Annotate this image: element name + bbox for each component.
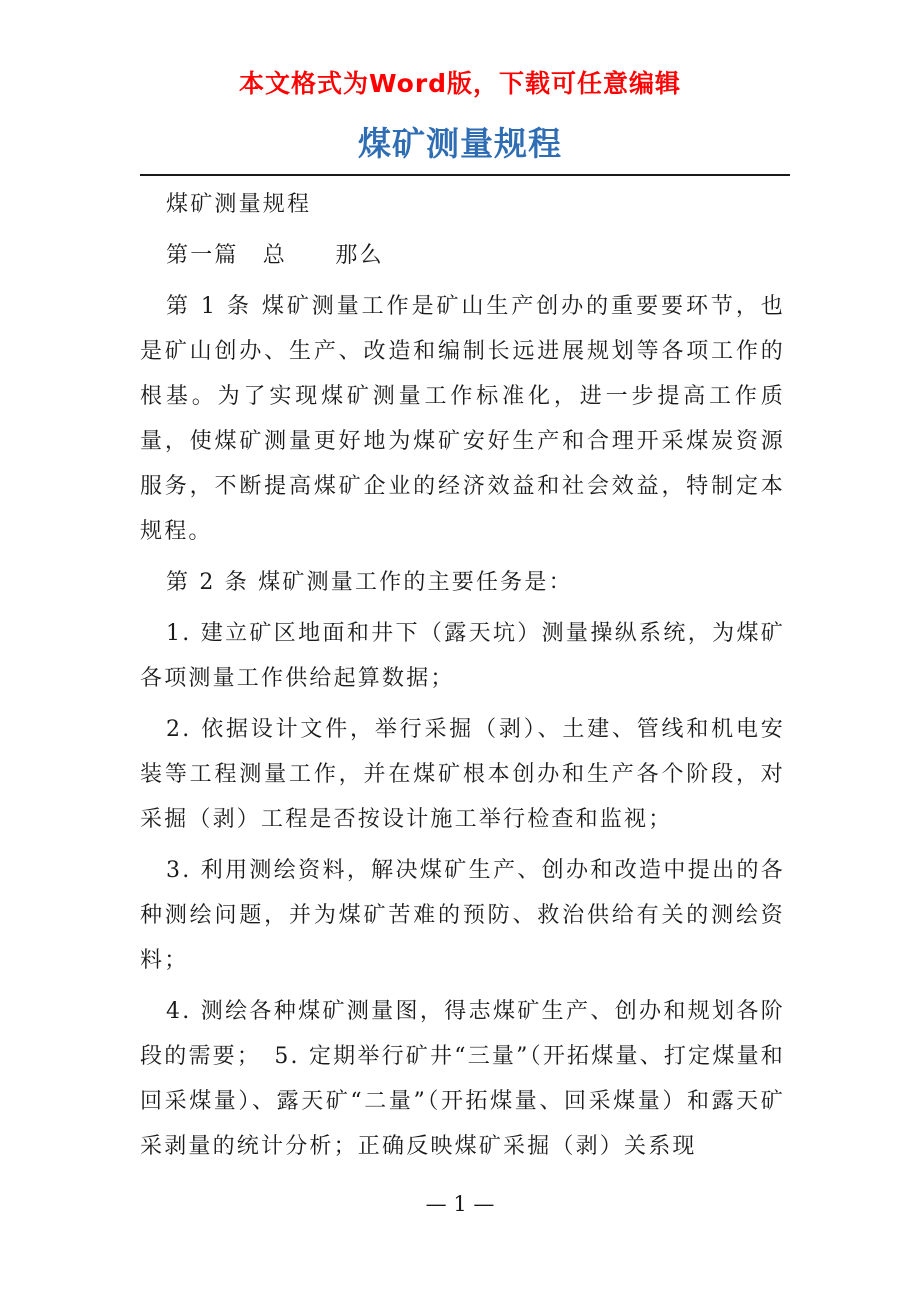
document-body	[140, 182, 785, 1175]
paragraph-doc-name: 煤矿测量规程	[166, 192, 312, 217]
paragraph-item-4-5: 4. 测绘各种煤矿测量图，得志煤矿生产、创办和规划各阶段的需要； 5. 定期举行矿井“三量”（开拓煤量、打定煤量和回采煤量）、露天矿“二量”（开拓煤量、回采煤量）和露天矿采剥量的统计分析；正确反映煤矿采掘（剥）关系现	[140, 999, 785, 1159]
page-number: — 1 —	[425, 1192, 495, 1216]
page-title: 煤矿测量规程	[358, 124, 562, 163]
paragraph-item-1: 1. 建立矿区地面和井下（露天坑）测量操纵系统，为煤矿各项测量工作供给起算数据；	[140, 621, 785, 691]
title-divider	[140, 174, 790, 176]
download-banner: 本文格式为Word版，下载可任意编辑	[238, 69, 682, 98]
paragraph-article-1: 第 1 条 煤矿测量工作是矿山生产创办的重要要环节，也是矿山创办、生产、改造和编制长远进展规划等各项工作的根基。为了实现煤矿测量工作标准化，进一步提高工作质量，使煤矿测量更好地为煤矿安好生产和合理开采煤炭资源服务，不断提高煤矿企业的经济效益和社会效益，特制定本规程。	[140, 294, 785, 544]
paragraph-part-heading: 第一篇 总 那么	[166, 243, 384, 268]
paragraph-item-2: 2. 依据设计文件，举行采掘（剥）、土建、管线和机电安装等工程测量工作，并在煤矿根本创办和生产各个阶段，对采掘（剥）工程是否按设计施工举行检查和监视；	[140, 717, 785, 832]
paragraph-article-2: 第 2 条 煤矿测量工作的主要任务是：	[166, 570, 573, 595]
paragraph-item-3: 3. 利用测绘资料，解决煤矿生产、创办和改造中提出的各种测绘问题，并为煤矿苦难的预防、救治供给有关的测绘资料；	[140, 858, 785, 973]
